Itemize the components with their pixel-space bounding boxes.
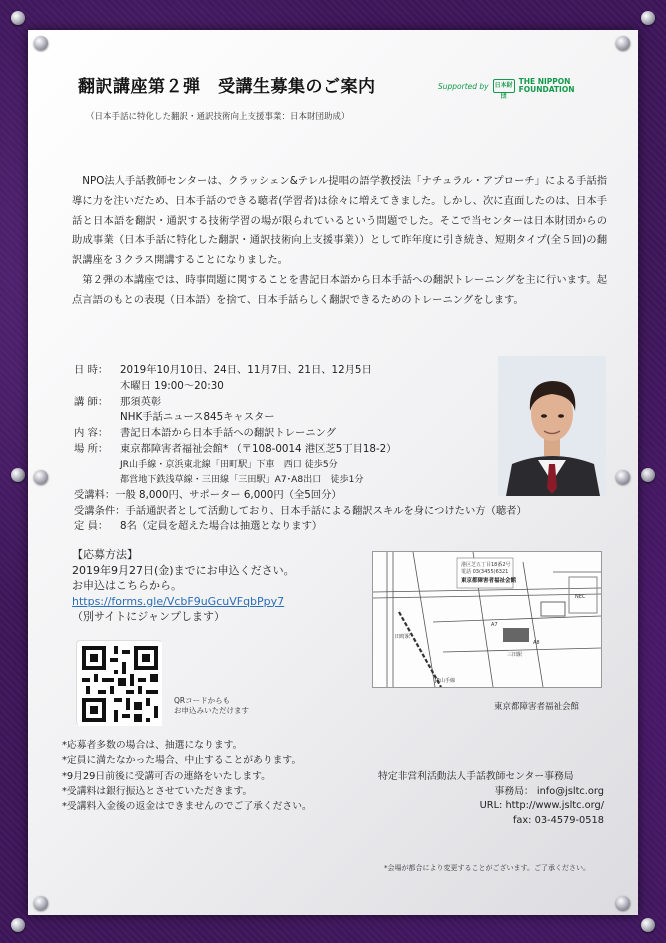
capacity-value: 8名（定員を超えた場合は抽選となります） <box>120 520 323 533</box>
lecturer-title: NHK手話ニュース845キャスター <box>120 411 275 424</box>
office-email-row <box>364 785 604 800</box>
note-item: *定員に満たなかった場合、中止することがあります。 <box>62 755 302 767</box>
lecturer-row <box>74 395 534 411</box>
condition-row <box>74 504 534 520</box>
apply-jump-note: （別サイトにジャンプします） <box>72 610 226 623</box>
apply-deadline: 2019年9月27日(金)までにお申込ください。 <box>72 563 295 577</box>
map-address-line2: 電話 03(3455)6321 <box>461 569 509 575</box>
sheet-rivet <box>616 896 630 910</box>
fee-label: 受講料： <box>74 488 116 501</box>
map-mita-label: 三田駅 <box>507 652 523 658</box>
apply-from: お申込はこちらから。 <box>72 579 182 592</box>
capacity-label: 定 員： <box>74 520 109 533</box>
note-item: *受講料は銀行振込とさせていただきます。 <box>62 785 253 797</box>
rivet-bottom-left <box>11 918 25 932</box>
office-role: 事務局： <box>494 785 534 797</box>
map-venue-label: 東京都障害者福祉会館 <box>461 578 517 584</box>
intro-text <box>72 172 607 311</box>
course-details <box>74 363 534 535</box>
date-value: 2019年10月10日、24日、11月7日、21日、12月5日 <box>120 364 372 376</box>
content-value: 書記日本語から日本手話への翻訳トレーニング <box>120 427 337 440</box>
map-exit-a7: A7 <box>491 622 498 628</box>
note-item: *9月29日前後に受講可否の連絡をいたします。 <box>62 770 271 782</box>
application-section <box>72 547 372 625</box>
lecturer-name: 那須英彰 <box>120 395 162 408</box>
content-row <box>74 426 534 442</box>
map-address-line1: 港区芝五丁目18番2号 <box>461 562 511 568</box>
map-exit-a8: A8 <box>533 640 540 646</box>
lecturer-photo <box>498 356 606 496</box>
venue-map <box>372 551 602 688</box>
condition-value: 手話通訳者として活動しており、日本手話による翻訳スキルを身につけたい方（聴者） <box>125 504 527 517</box>
sheet-rivet <box>34 470 48 484</box>
map-caption: 東京都障害者福祉会館 <box>494 702 580 712</box>
fee-value: 一般 8,000円、サポーター 6,000円（全5回分） <box>115 488 342 501</box>
office-contact <box>364 770 604 828</box>
map-jr-label: JR山手線 <box>435 678 455 684</box>
lecturer-label: 講 師： <box>74 395 109 408</box>
qr-caption: QRコードからも お申込みいただけます <box>174 696 249 715</box>
content-label: 内 容： <box>74 427 109 440</box>
office-url[interactable]: URL: http://www.jsltc.org/ <box>479 800 604 811</box>
rivet-mid-right <box>641 468 655 482</box>
capacity-row <box>74 519 534 535</box>
map-tamachi-label: 田町駅 <box>395 634 411 640</box>
venue-label: 場 所： <box>74 442 109 455</box>
date-label: 日 時： <box>74 364 109 376</box>
qr-code[interactable] <box>76 640 162 726</box>
time-value: 木曜日 19:00～20:30 <box>120 379 224 392</box>
flyer-sheet <box>28 30 638 915</box>
sheet-rivet <box>616 36 630 50</box>
access-jr: JR山手線・京浜東北線「田町駅」下車 西口 徒歩5分 <box>120 459 338 470</box>
subtitle: （日本手話に特化した翻訳・通訳技術向上支援事業：日本財団助成） <box>86 112 350 122</box>
rivet-top-right <box>641 11 655 25</box>
intro-paragraph-2: 第２弾の本講座では、時事問題に関することを書記日本語から日本手話への翻訳トレーニングを主に行います。起点言語のもとの表現（日本語）を捨て、日本手話らしく翻訳できるためのトレーニングをします。 <box>72 273 607 306</box>
condition-label: 受講条件： <box>74 504 126 517</box>
note-item: *受講料入金後の返金はできませんのでご了承ください。 <box>62 801 312 813</box>
lecturer-portrait-icon <box>498 356 606 496</box>
notes-list <box>62 738 312 814</box>
map-nec-label: NEC <box>575 594 586 600</box>
footnote: *会場が都合により変更することがございます。ご了承ください。 <box>384 864 590 872</box>
nippon-foundation-name: THE NIPPON FOUNDATION <box>518 77 575 94</box>
rivet-mid-left <box>11 468 25 482</box>
sheet-rivet <box>34 896 48 910</box>
apply-heading: 【応募方法】 <box>72 548 138 561</box>
page-title: 翻訳講座第２弾 受講生募集のご案内 <box>78 77 376 97</box>
qr-code-icon <box>78 642 162 726</box>
venue-value: 東京都障害者福祉会館* （〒108-0014 港区芝5丁目18-2） <box>120 442 397 455</box>
nippon-foundation-logo-icon: 日本財団 <box>493 79 515 93</box>
supporter-logo <box>438 77 575 100</box>
sheet-rivet <box>616 470 630 484</box>
office-name: 特定非営利活動法人手話教師センター事務局 <box>378 771 574 782</box>
application-form-link[interactable]: https://forms.gle/VcbF9uGcuVFqbPpy7 <box>72 594 285 608</box>
rivet-bottom-right <box>641 918 655 932</box>
intro-paragraph-1: NPO法人手話教師センターは、クラッシェン&テレル提唱の語学教授法「ナチュラル・アプローチ」による手話指導に力を注いだため、日本手話のできる聴者(学習者)は徐々に増えてきました。しかし、次に直面したのは、日本手話と日本語を翻訳・通訳する技術学習の場が限られているという問題でした。そこで当センターは日本財団からの助成事業（日本手話に特化した翻訳・通訳技術向上支援事業））として昨年度に引き続き、短期タイプ(全５回)の翻訳講座を３クラス開講することになりました。 <box>72 175 607 267</box>
fee-row <box>74 488 534 504</box>
office-fax: fax: 03-4579-0518 <box>512 814 604 826</box>
date-row <box>74 363 534 379</box>
access-subway: 都営地下鉄浅草線・三田線「三田駅」A7･A8出口 徒歩1分 <box>120 474 364 485</box>
venue-map-icon <box>373 552 601 687</box>
supported-by-label: Supported by <box>438 81 489 91</box>
sheet-rivet <box>34 36 48 50</box>
rivet-top-left <box>11 11 25 25</box>
office-email[interactable]: info@jsltc.org <box>536 785 604 797</box>
note-item: *応募者多数の場合は、抽選になります。 <box>62 740 243 751</box>
venue-row <box>74 442 534 458</box>
